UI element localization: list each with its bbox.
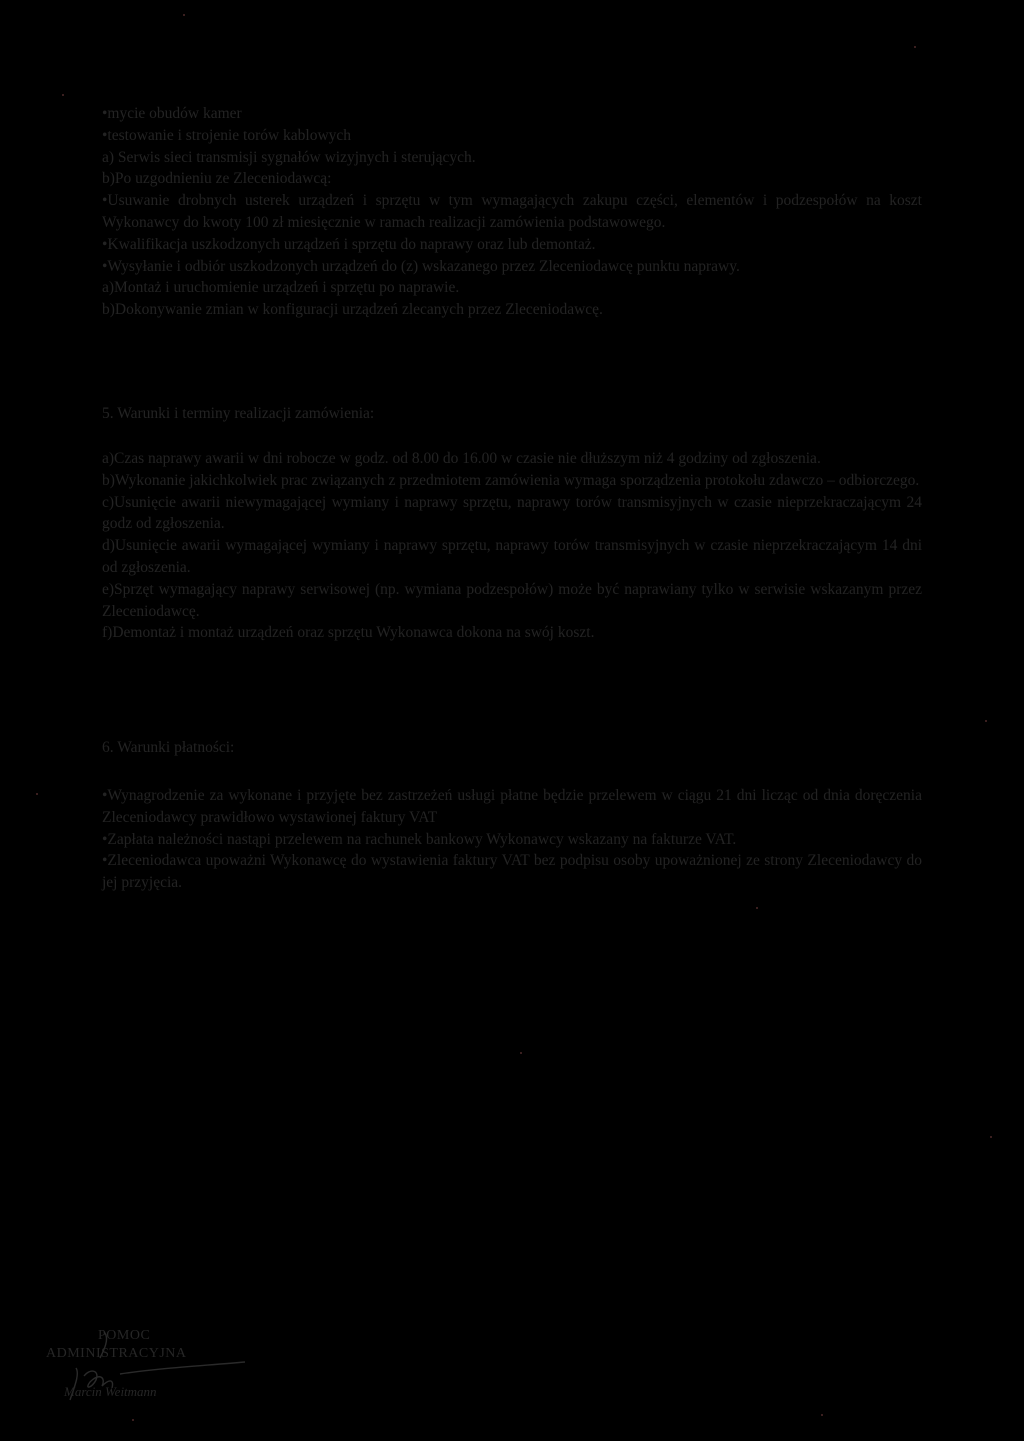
- list-item: f)Demontaż i montaż urządzeń oraz sprzętu Wykonawca dokona na swój koszt.: [102, 624, 595, 642]
- section-4-list: [102, 103, 922, 321]
- section-5-heading: 5. Warunki i terminy realizacji zamówienia:: [102, 405, 375, 422]
- signature-stamp: [40, 1328, 250, 1408]
- scan-speck: [132, 1419, 134, 1421]
- scan-speck: [821, 1414, 823, 1416]
- list-item: e)Sprzęt wymagający naprawy serwisowej (np. wymiana podzespołów) może być naprawiany tylko w serwisie wskazanym przez Zleceniodawcę.: [102, 580, 922, 620]
- list-item: a) Serwis sieci transmisji sygnałów wizyjnych i sterujących.: [102, 148, 476, 166]
- scan-speck: [183, 14, 185, 16]
- section-5-list: [102, 448, 922, 644]
- scan-speck: [36, 793, 38, 795]
- section-6-heading: 6. Warunki płatności:: [102, 739, 235, 756]
- scan-speck: [985, 720, 987, 722]
- list-item: •Wynagrodzenie za wykonane i przyjęte bez zastrzeżeń usługi płatne będzie przelewem w ciągu 21 dni licząc od dnia doręczenia Zleceniodawcy prawidłowo wystawionej faktury VAT: [102, 787, 922, 826]
- signatory-name: Marcin Weitmann: [64, 1384, 157, 1399]
- list-item: b)Dokonywanie zmian w konfiguracji urządzeń zlecanych przez Zleceniodawcę.: [102, 301, 603, 319]
- list-item: •mycie obudów kamer: [102, 105, 242, 122]
- list-item: c)Usunięcie awarii niewymagającej wymiany i naprawy sprzętu, naprawy torów transmisyjnych w czasie nieprzekraczającym 24 godz od zgłoszenia.: [102, 493, 922, 533]
- list-item: •Usuwanie drobnych usterek urządzeń i sprzętu w tym wymagających zakupu części, elementów i podzespołów na koszt Wykonawcy do kwoty 100 zł miesięcznie w ramach realizacji zamówienia podstawowego.: [102, 192, 922, 231]
- scan-speck: [62, 94, 64, 96]
- list-item: b)Wykonanie jakichkolwiek prac związanych z przedmiotem zamówienia wymaga sporządzenia protokołu zdawczo – odbiorczego.: [102, 471, 920, 489]
- stamp-line-2: ADMINISTRACYJNA: [46, 1346, 187, 1361]
- scan-speck: [990, 1136, 992, 1138]
- list-item: •Wysyłanie i odbiór uszkodzonych urządzeń do (z) wskazanego przez Zleceniodawcę punktu naprawy.: [102, 257, 740, 275]
- scan-speck: [756, 907, 758, 909]
- list-item: a)Montaż i uruchomienie urządzeń i sprzętu po naprawie.: [102, 279, 460, 297]
- list-item: •Kwalifikacja uszkodzonych urządzeń i sprzętu do naprawy oraz lub demontaż.: [102, 235, 596, 253]
- list-item: b)Po uzgodnieniu ze Zleceniodawcą:: [102, 170, 332, 188]
- list-item: •testowanie i strojenie torów kablowych: [102, 126, 352, 144]
- scan-speck: [520, 1052, 522, 1054]
- stamp-line-1: POMOC: [98, 1328, 151, 1343]
- list-item: a)Czas naprawy awarii w dni robocze w godz. od 8.00 do 16.00 w czasie nie dłuższym niż 4 godziny od zgłoszenia.: [102, 450, 821, 467]
- list-item: •Zapłata należności nastąpi przelewem na rachunek bankowy Wykonawcy wskazany na fakturze VAT.: [102, 830, 737, 848]
- scan-speck: [914, 46, 916, 48]
- list-item: •Zleceniodawca upoważni Wykonawcę do wystawienia faktury VAT bez podpisu osoby upoważnionej ze strony Zleceniodawcy do jej przyjęcia.: [102, 852, 922, 892]
- section-6-list: [102, 785, 922, 894]
- list-item: d)Usunięcie awarii wymagającej wymiany i naprawy sprzętu, naprawy torów transmisyjnych w czasie nieprzekraczającym 14 dni od zgłoszenia.: [102, 537, 922, 576]
